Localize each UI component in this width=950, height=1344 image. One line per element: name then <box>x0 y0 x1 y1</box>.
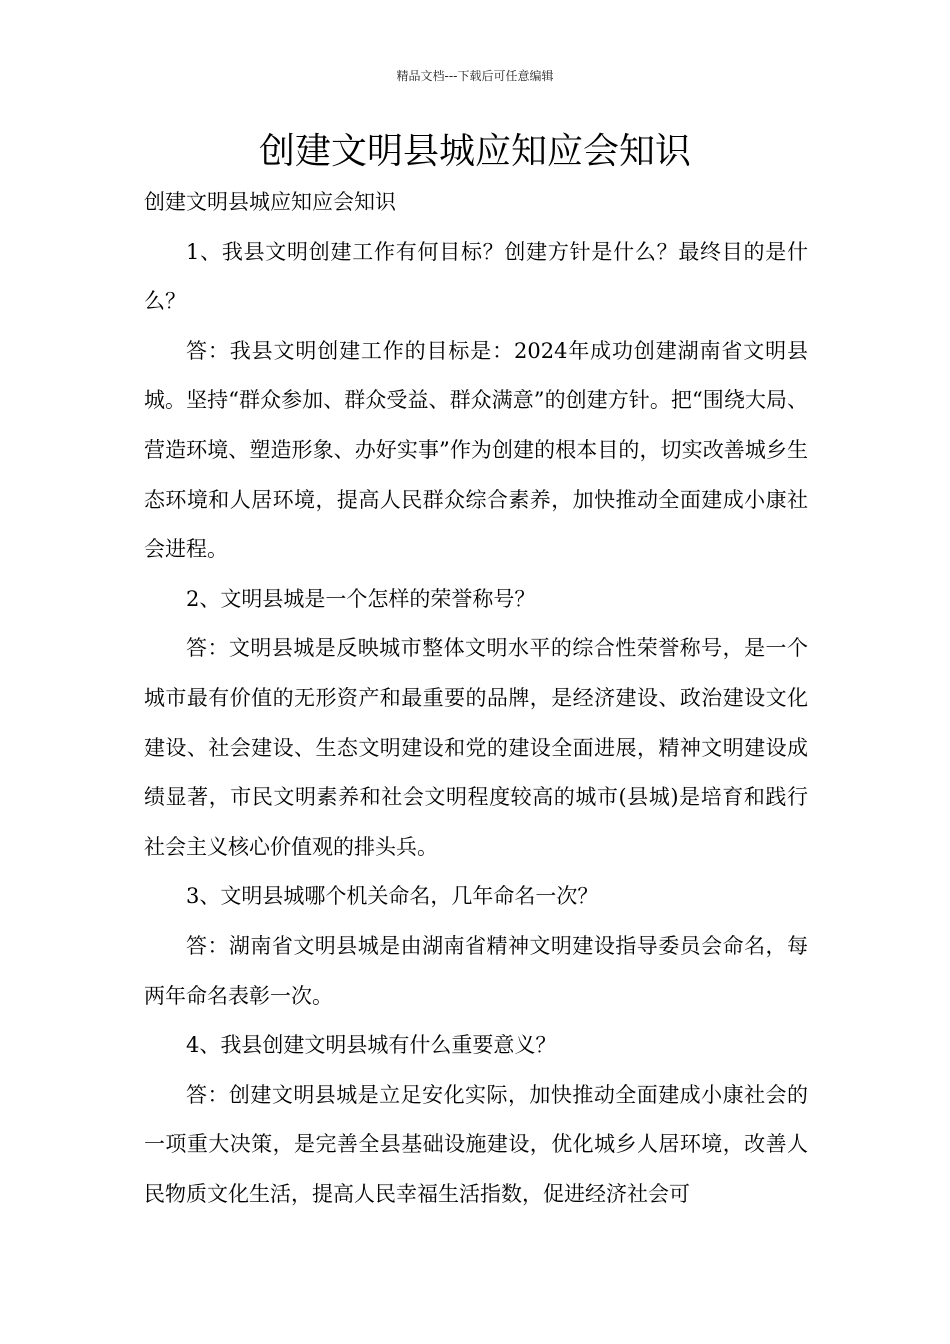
answer-3: 答：湖南省文明县城是由湖南省精神文明建设指导委员会命名，每两年命名表彰一次。 <box>144 933 808 1008</box>
question-1: 1、我县文明创建工作有何目标？创建方针是什么？最终目的是什么？ <box>144 239 808 314</box>
answer-4: 答：创建文明县城是立足安化实际，加快推动全面建成小康社会的一项重大决策，是完善全县基础设施建设，优化城乡人居环境，改善人民物质文化生活，提高人民幸福生活指数，促进经济社会可 <box>144 1082 808 1206</box>
answer-1: 答：我县文明创建工作的目标是：2024年成功创建湖南省文明县城。坚持“群众参加、群众受益、群众满意”的创建方针。把“围绕大局、营造环境、塑造形象、办好实事”作为创建的根本目的，切实改善城乡生态环境和人居环境，提高人民群众综合素养，加快推动全面建成小康社会进程。 <box>144 338 808 562</box>
question-2: 2、文明县城是一个怎样的荣誉称号？ <box>186 586 536 611</box>
answer-2: 答：文明县城是反映城市整体文明水平的综合性荣誉称号，是一个城市最有价值的无形资产和最重要的品牌，是经济建设、政治建设文化建设、社会建设、生态文明建设和党的建设全面进展，精神文明建设成绩显著，市民文明素养和社会文明程度较高的城市(县城)是培育和践行社会主义核心价值观的排头兵。 <box>144 636 808 859</box>
document-body <box>144 178 808 1219</box>
document-title: 创建文明县城应知应会知识 <box>258 131 691 172</box>
subtitle-line: 创建文明县城应知应会知识 <box>144 190 396 214</box>
question-3: 3、文明县城哪个机关命名，几年命名一次？ <box>186 884 599 909</box>
question-4: 4、我县创建文明县城有什么重要意义？ <box>186 1033 557 1058</box>
header-note: 精品文档---下载后可任意编辑 <box>396 69 554 83</box>
